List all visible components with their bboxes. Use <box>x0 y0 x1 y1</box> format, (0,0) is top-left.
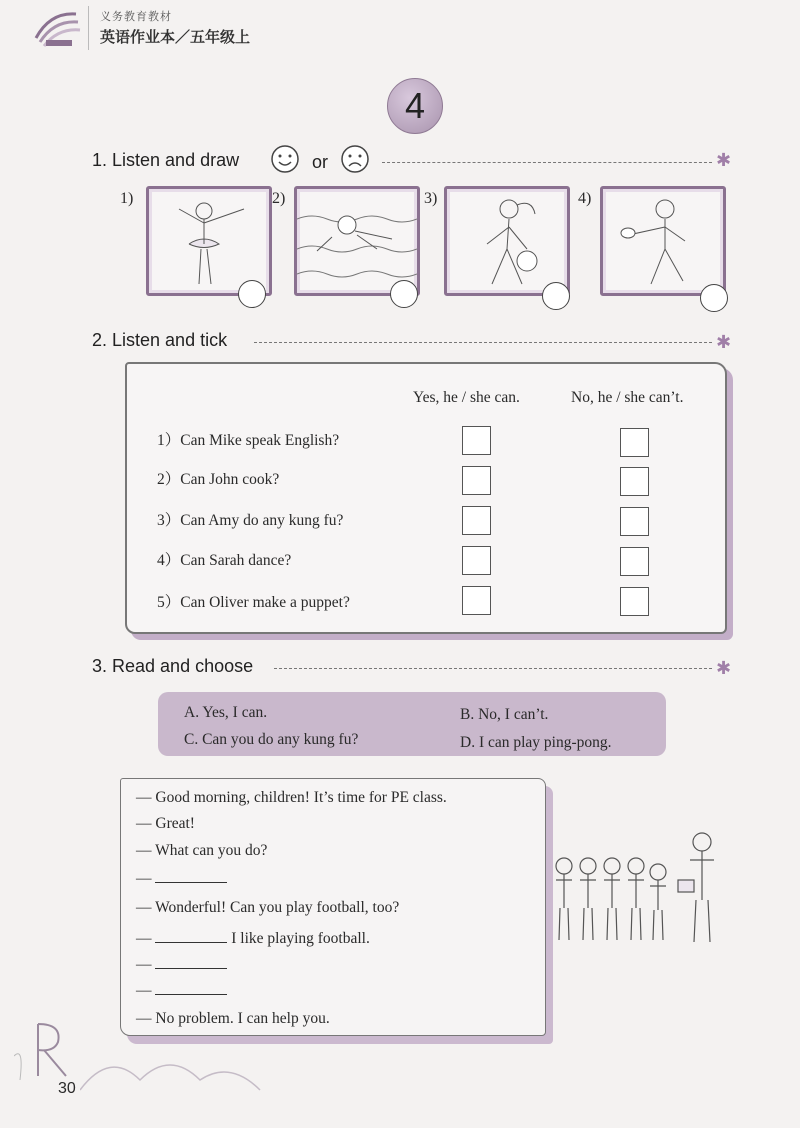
answer-blank[interactable] <box>155 928 227 943</box>
flower-icon: ✱ <box>716 332 732 353</box>
picture-number: 3) <box>424 190 438 207</box>
picture-number: 2) <box>272 190 286 207</box>
picture-number: 1) <box>120 190 134 207</box>
tick-box-yes[interactable] <box>462 586 491 615</box>
tick-box-yes[interactable] <box>462 466 491 495</box>
question-text: 3）Can Amy do any kung fu? <box>157 512 344 529</box>
option-c: C. Can you do any kung fu? <box>184 731 359 748</box>
dash: — <box>136 870 152 887</box>
dialogue-line <box>136 954 227 974</box>
option-d: D. I can play ping-pong. <box>460 734 612 751</box>
flower-icon: ✱ <box>716 658 732 679</box>
column-header-yes: Yes, he / she can. <box>413 389 520 406</box>
draw-face-circle[interactable] <box>542 282 570 310</box>
dialogue-text: I like playing football. <box>231 930 370 947</box>
dialogue-line: — No problem. I can help you. <box>136 1010 330 1027</box>
dialogue-line <box>136 868 227 888</box>
section1-title: 1. Listen and draw <box>92 150 240 170</box>
unit-number-badge: 4 <box>387 78 443 134</box>
answer-blank[interactable] <box>155 868 227 883</box>
tick-box-yes[interactable] <box>462 426 491 455</box>
sad-face-icon <box>340 144 370 174</box>
header-divider <box>88 6 89 50</box>
dialogue-line: — Great! <box>136 815 195 832</box>
basketball-girl-icon <box>447 189 567 293</box>
answer-blank[interactable] <box>155 980 227 995</box>
dialogue-line <box>136 980 227 1000</box>
ping-pong-boy-icon <box>603 189 723 293</box>
or-label: or <box>312 152 329 172</box>
dash: — <box>136 956 152 973</box>
happy-face-icon <box>270 144 300 174</box>
draw-face-circle[interactable] <box>700 284 728 312</box>
tick-box-no[interactable] <box>620 428 649 457</box>
book-title: 英语作业本／五年级上 <box>100 28 251 46</box>
tick-box-no[interactable] <box>620 507 649 536</box>
option-a: A. Yes, I can. <box>184 704 268 721</box>
dialogue-line: — What can you do? <box>136 842 268 859</box>
question-text: 1）Can Mike speak English? <box>157 432 340 449</box>
tick-box-no[interactable] <box>620 467 649 496</box>
swimming-boy-icon <box>297 189 417 293</box>
flower-icon: ✱ <box>716 150 732 171</box>
series-label: 义务教育教材 <box>100 10 172 23</box>
draw-face-circle[interactable] <box>238 280 266 308</box>
answer-blank[interactable] <box>155 954 227 969</box>
dialogue-line: — Good morning, children! It’s time for PE class. <box>136 789 447 806</box>
section2-title: 2. Listen and tick <box>92 330 228 350</box>
tick-box-no[interactable] <box>620 547 649 576</box>
dash: — <box>136 982 152 999</box>
tick-box-yes[interactable] <box>462 546 491 575</box>
tick-box-no[interactable] <box>620 587 649 616</box>
section1-dotted-rule <box>382 162 712 163</box>
section3-title: 3. Read and choose <box>92 656 254 676</box>
dialogue-line: — Wonderful! Can you play football, too? <box>136 899 400 916</box>
dialogue-line <box>136 928 370 948</box>
draw-face-circle[interactable] <box>390 280 418 308</box>
picture-frame-4 <box>600 186 726 296</box>
picture-frame-3 <box>444 186 570 296</box>
ballet-dancer-icon <box>149 189 269 293</box>
section2-dotted-rule <box>254 342 712 343</box>
section3-dotted-rule <box>274 668 712 669</box>
tick-box-yes[interactable] <box>462 506 491 535</box>
decorative-clouds <box>80 1040 540 1100</box>
children-and-teacher-icon <box>550 828 730 948</box>
dash: — <box>136 930 152 947</box>
picture-number: 4) <box>578 190 592 207</box>
publisher-logo-icon <box>30 8 82 50</box>
question-text: 4）Can Sarah dance? <box>157 552 292 569</box>
question-text: 2）Can John cook? <box>157 471 280 488</box>
page-number: 30 <box>58 1080 76 1097</box>
option-b: B. No, I can’t. <box>460 706 549 723</box>
column-header-no: No, he / she can’t. <box>571 389 684 406</box>
question-text: 5）Can Oliver make a puppet? <box>157 594 350 611</box>
